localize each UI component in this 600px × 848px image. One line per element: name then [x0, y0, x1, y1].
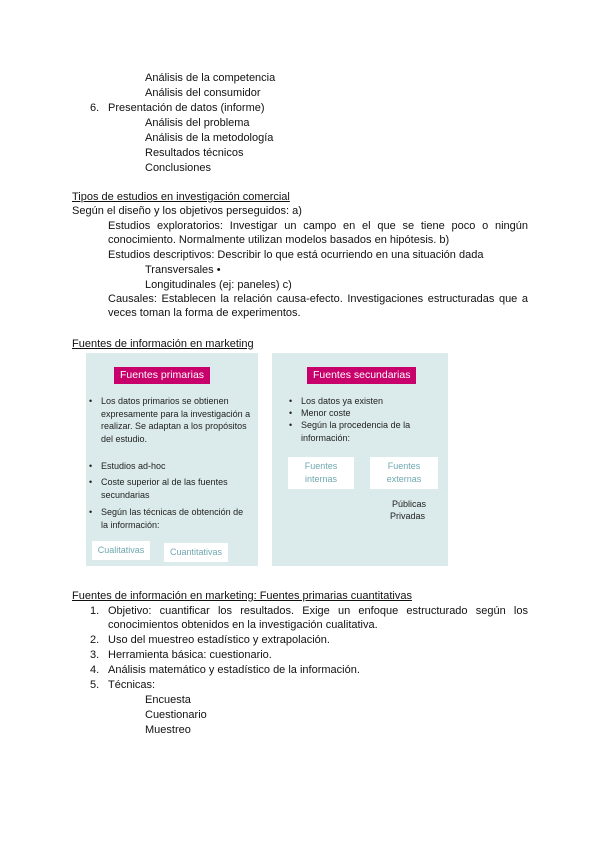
secondary-sources-title: Fuentes secundarias [307, 367, 416, 384]
technique-item: Encuesta [145, 694, 191, 706]
primary-sources-title: Fuentes primarias [114, 367, 210, 384]
sub-item: Análisis del consumidor [145, 87, 261, 99]
list-number: 5. [90, 679, 100, 691]
chip-quantitative: Cuantitativas [164, 543, 228, 562]
studies-intro: Según el diseño y los objetivos perseguidos: a) [72, 205, 302, 217]
sub-item: Análisis de la competencia [145, 72, 276, 84]
list-item: Herramienta básica: cuestionario. [108, 649, 272, 661]
sub-item: Análisis del problema [145, 117, 250, 129]
primary-bullet: • Estudios ad-hoc [101, 460, 251, 473]
primary-bullet: • Los datos primarios se obtienen expresamente para la investigación a realizar. Se adaptan a los propósitos del estudio. [101, 395, 251, 445]
secondary-bullet: • Según la procedencia de la información: [301, 419, 429, 444]
descriptive-text: Estudios descriptivos: Describir lo que está ocurriendo en una situación dada [108, 249, 484, 261]
transversal-item: Transversales • [145, 264, 221, 276]
external-type: Públicas [392, 499, 427, 509]
list-number: 6. [90, 102, 100, 114]
external-type: Privadas [390, 511, 426, 521]
primary-bullet: • Según las técnicas de obtención de la información: [101, 506, 251, 531]
chip-internal-sources: Fuentes internas [288, 457, 354, 489]
exploratory-text: Estudios exploratorios: Investigar un campo en el que se tiene poco o ningún conocimiento. Normalmente utilizan modelos basados en hipótesis. b) [108, 220, 528, 246]
sub-item: Análisis de la metodología [145, 132, 274, 144]
sub-item: Resultados técnicos [145, 147, 244, 159]
secondary-bullet: • Los datos ya existen [301, 395, 441, 408]
section-heading-sources: Fuentes de información en marketing [72, 338, 254, 350]
list-number: 1. [90, 605, 100, 617]
section-heading-studies: Tipos de estudios en investigación comercial [72, 191, 290, 203]
longitudinal-item: Longitudinales (ej: paneles) c) [145, 279, 292, 291]
chip-external-sources: Fuentes externas [370, 457, 438, 489]
secondary-bullet: • Menor coste [301, 407, 441, 420]
list-item: Presentación de datos (informe) [108, 102, 265, 114]
list-number: 3. [90, 649, 100, 661]
primary-bullet: • Coste superior al de las fuentes secundarias [101, 476, 251, 501]
section-heading-quantitative: Fuentes de información en marketing: Fuentes primarias cuantitativas [72, 590, 412, 602]
list-item: Objetivo: cuantificar los resultados. Exige un enfoque estructurado según los conocimientos obtenidos en la investigación cualitativa. [108, 605, 528, 631]
list-item: Técnicas: [108, 679, 156, 691]
list-number: 4. [90, 664, 100, 676]
list-item: Análisis matemático y estadístico de la información. [108, 664, 360, 676]
technique-item: Cuestionario [145, 709, 207, 721]
causal-text: Causales: Establecen la relación causa-efecto. Investigaciones estructuradas que a veces toman la forma de experimentos. [108, 293, 528, 319]
list-number: 2. [90, 634, 100, 646]
list-item: Uso del muestreo estadístico y extrapolación. [108, 634, 330, 646]
chip-qualitative: Cualitativas [92, 541, 150, 560]
sub-item: Conclusiones [145, 162, 212, 174]
technique-item: Muestreo [145, 724, 191, 736]
